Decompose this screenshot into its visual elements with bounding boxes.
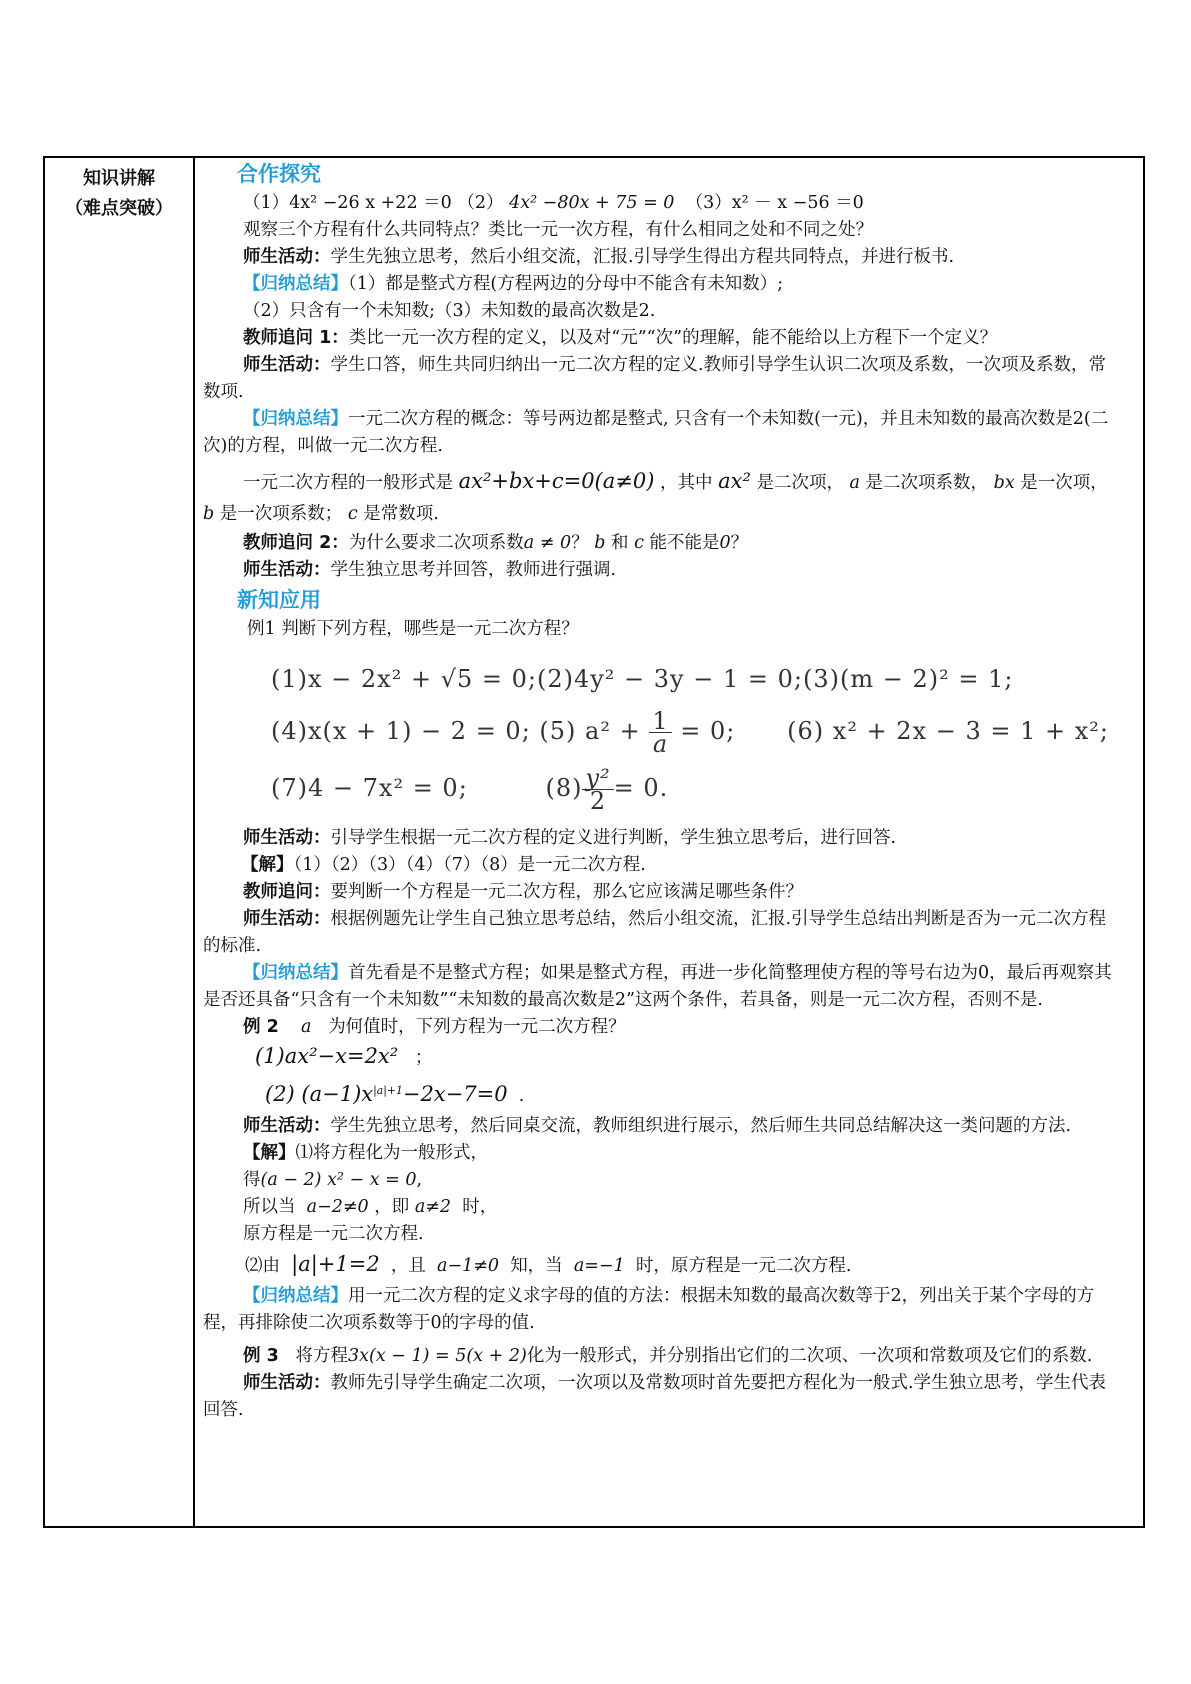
summary-4: 【归纳总结】用一元二次方程的定义求字母的值的方法：根据未知数的最高次数等于2，列出关于某个字母的方程，再排除使二次项系数等于0的字母的值. <box>203 1285 1095 1333</box>
example-2-title: 例 2 a 为何值时，下列方程为一元二次方程？ <box>243 1017 626 1037</box>
teacher-ask-3: 教师追问：要判断一个方程是一元二次方程，那么它应该满足哪些条件？ <box>243 882 803 902</box>
summary-2: 【归纳总结】一元二次方程的概念：等号两边都是整式, 只含有一个未知数(一元)，并且未知数的最高次数是2(二次)的方程，叫做一元二次方程. <box>203 409 1109 456</box>
heading-cooperative-inquiry: 合作探究 <box>237 162 321 186</box>
activity-7: 师生活动：教师先引导学生确定二次项，一次项以及常数项时首先要把方程化为一般式.学生独立思考，学生代表回答. <box>203 1372 1107 1420</box>
activity-5: 师生活动：根据例题先让学生自己独立思考总结，然后小组交流，汇报.引导学生总结出判断是否为一元二次方程的标准. <box>203 909 1107 956</box>
example-3: 例 3 将方程3x(x − 1) = 5(x + 2)化为一般形式，并分别指出它们的二次项、一次项和常数项及它们的系数. <box>243 1345 1093 1366</box>
example-1-line-2: (4)x(x + 1) − 2 = 0; (5) a² + $\frac{1}{a}$ = 0; (6) x² + 2x − 3 = 1 + x²; <box>271 707 1109 758</box>
example-1-line-3: (7)4 − 7x² = 0; (8) $\frac{\text{y²}}{2}$ = 0. <box>271 764 669 815</box>
intro-eq-3: （3）x² － x −56 ＝0 <box>685 193 864 213</box>
example-2-eq-1: (1)ax²−x=2x² ； <box>255 1044 433 1068</box>
section-label-line1: 知识讲解 <box>83 168 155 189</box>
section-label-cell <box>45 158 195 1526</box>
example-2-eq-2: (2) $(a-1)x^{|a|+1}-2x-7=0$ . <box>265 1081 525 1106</box>
solution-2-step-2: ⑵由 |a|+1=2 ，且 a−1≠0 知，当 a=−1 时，原方程是一元二次方程. <box>245 1251 852 1276</box>
solution-2-step-1: 【解】⑴将方程化为一般形式， <box>243 1142 488 1163</box>
heading-new-knowledge: 新知应用 <box>237 588 321 612</box>
activity-6: 师生活动：学生先独立思考，然后同桌交流，教师组织进行展示，然后师生共同总结解决这一类问题的方法. <box>243 1115 1072 1136</box>
example-1-title: 例1 判断下列方程，哪些是一元二次方程？ <box>247 619 579 639</box>
section-label <box>45 158 193 224</box>
teacher-ask-1: 教师追问 1：类比一元一次方程的定义，以及对“元”“次”的理解，能不能给以上方程下一个定义？ <box>243 328 998 348</box>
section-label-line2: （难点突破） <box>65 198 173 219</box>
summary-1: 【归纳总结】（1）都是整式方程(方程两边的分母中不能含有未知数）; <box>243 274 784 294</box>
general-form-equation: ax²+bx+c=0(a≠0) <box>458 469 655 493</box>
fraction-y2-over-2: $\frac{\text{y²}}{2}$ <box>582 767 613 812</box>
intro-eq-2: 4x² −80x + 75 = 0 <box>509 193 675 213</box>
summary-3: 【归纳总结】首先看是不是整式方程；如果是整式方程，再进一步化简整理使方程的等号右边为0，最后再观察其是否还具备“只含有一个未知数”“未知数的最高次数是2”这两个条件，若具备，则是一元二次方程，否则不是. <box>203 963 1112 1010</box>
intro-eq-1: （1）4x² −26 x +22 ＝0 <box>243 193 452 213</box>
lesson-table <box>43 156 1145 1528</box>
activity-4: 师生活动：引导学生根据一元二次方程的定义进行判断，学生独立思考后，进行回答. <box>243 828 897 848</box>
solution-2-condition: 所以当 a−2≠0 ，即 a≠2 时， <box>243 1196 498 1217</box>
question-observe: 观察三个方程有什么共同特点？类比一元一次方程，有什么相同之处和不同之处？ <box>243 220 873 240</box>
teacher-ask-2: 教师追问 2：为什么要求二次项系数a ≠ 0？ b 和 c 能不能是0？ <box>243 533 749 553</box>
solution-1: 【解】（1）（2）（3）（4）（7）（8）是一元二次方程. <box>241 855 646 875</box>
activity-3: 师生活动：学生独立思考并回答，教师进行强调. <box>243 560 617 580</box>
intro-eq-2-label: （2） <box>457 193 504 213</box>
content-cell <box>195 158 1143 1526</box>
summary-1-cont: （2）只含有一个未知数;（3）未知数的最高次数是2. <box>243 301 656 321</box>
solution-2-conclusion-1: 原方程是一元二次方程. <box>243 1223 424 1244</box>
activity-2: 师生活动：学生口答，师生共同归纳出一元二次方程的定义.教师引导学生认识二次项及系数，一次项及系数，常数项. <box>203 355 1107 402</box>
activity-1: 师生活动：学生先独立思考，然后小组交流，汇报.引导学生得出方程共同特点，并进行板书. <box>243 247 955 267</box>
solution-2-general-form: 得(a − 2) x² − x = 0, <box>243 1169 423 1190</box>
example-1-equations <box>271 653 1121 819</box>
general-form: 一元二次方程的一般形式是 ax²+bx+c=0(a≠0) ，其中 ax² 是二次项， a 是二次项系数， bx 是一次项， b 是一次项系数； c 是常数项. <box>203 469 1108 524</box>
fraction-1-over-a: $\frac{1}{a}$ <box>649 710 671 755</box>
intro-equations <box>203 190 1121 217</box>
example-1-line-1: (1)x − 2x² + √5 = 0;(2)4y² − 3y − 1 = 0;(3)(m − 2)² = 1; <box>271 665 1014 693</box>
